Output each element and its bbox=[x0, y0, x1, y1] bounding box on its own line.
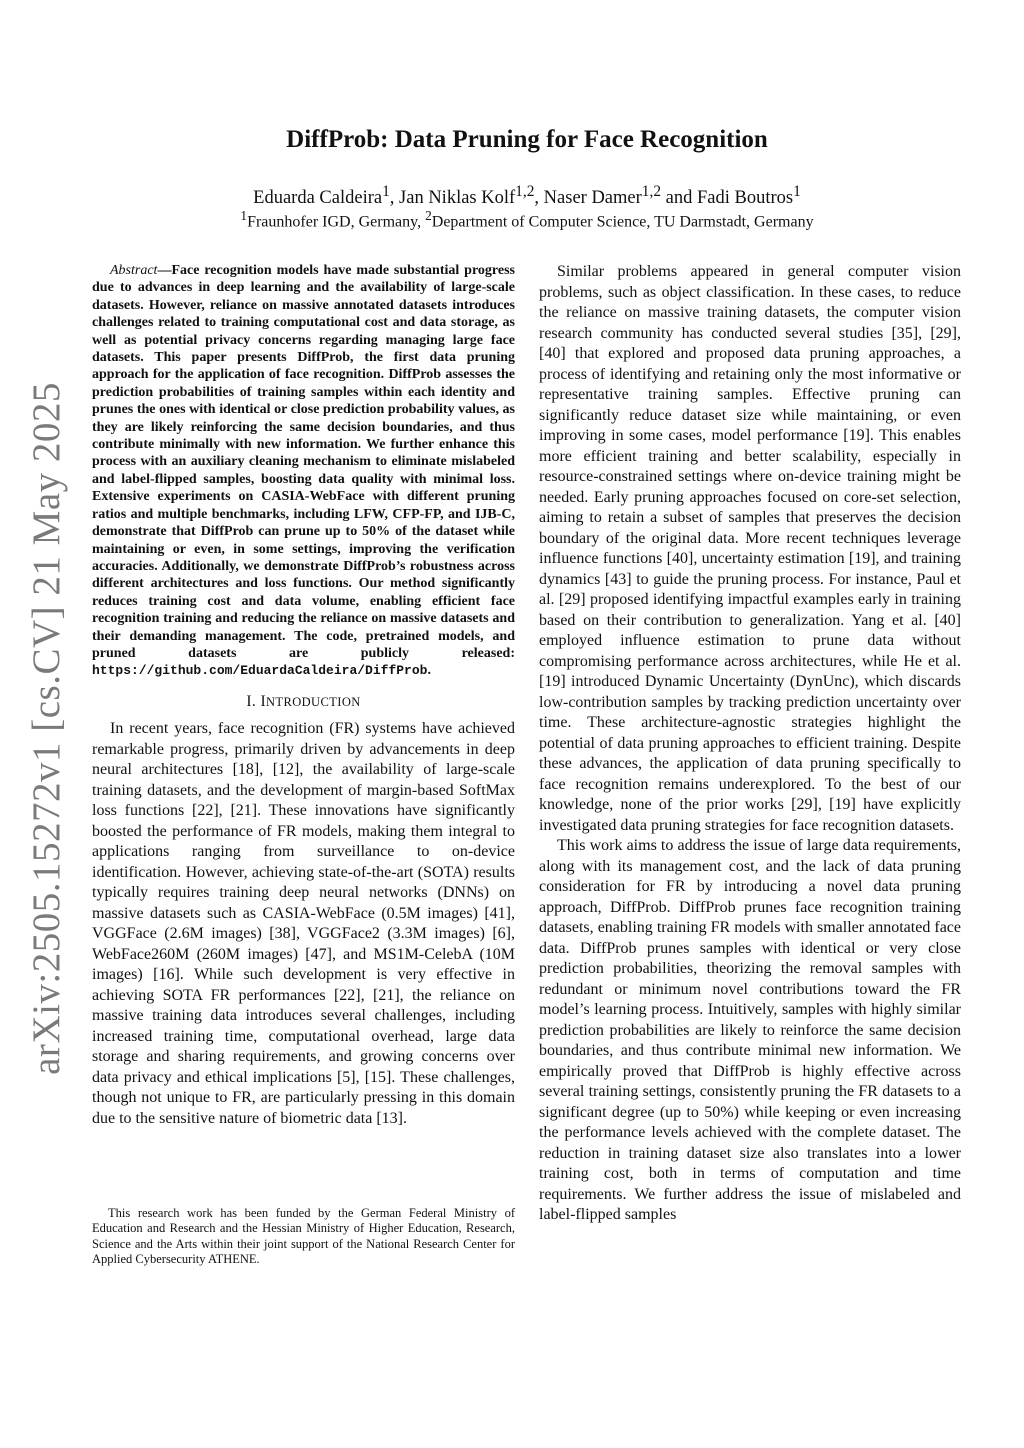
author-name: Eduarda Caldeira bbox=[253, 188, 383, 209]
affiliation-marker: 1 bbox=[793, 183, 801, 200]
affiliations bbox=[0, 208, 1024, 231]
author-list bbox=[0, 183, 1024, 209]
abstract-label: Abstract bbox=[110, 263, 158, 278]
section-title-initial: I bbox=[260, 692, 266, 710]
code-link[interactable]: https://github.com/EduardaCaldeira/DiffProb bbox=[92, 663, 428, 679]
abstract-end: . bbox=[427, 663, 431, 679]
affiliation-marker: 1,2 bbox=[641, 183, 662, 200]
arxiv-side-stamp bbox=[22, 381, 70, 1075]
affiliation-marker: 2 bbox=[425, 208, 432, 223]
affiliation-marker: 1 bbox=[382, 183, 390, 200]
body-paragraph: Similar problems appeared in general computer vision problems, such as object classification. In these cases, to reduce the reliance on massive training datasets, the computer vision research community has conducted several studies [35], [29], [40] that explored and proposed data pruning approaches, a process of identifying and retaining only the most informative or representative training samples. Effective pruning can significantly reduce dataset size while maintaining, or even improving in some cases, model performance [19]. This enables more efficient training and better scalability, especially in resource-constrained settings where on-device training might be needed. Early pruning approaches focused on core-set selection, aiming to retain a subset of samples that preserves the decision boundary of the original data. More recent techniques leverage influence functions [40], uncertainty estimation [19], and training dynamics [43] to guide the pruning process. For instance, Paul et al. [29] proposed identifying impactful examples early in training based on their contribution to generalization. Yang et al. [40] employed influence estimation to prune data without compromising performance across architectures, while He et al. [19] introduced Dynamic Uncertainty (DynUnc), which discards low-contribution samples by tracking prediction uncertainty over time. These architecture-agnostic strategies highlight the potential of data pruning approaches to efficient training. Despite these advances, the application of data pruning specifically to face recognition remains underexplored. To the best of our knowledge, none of the prior works [29], [19] have explicitly investigated data pruning strategies for face recognition datasets. bbox=[539, 263, 961, 834]
author-name: , Jan Niklas Kolf bbox=[389, 188, 516, 209]
abstract bbox=[92, 262, 515, 680]
body-paragraph: In recent years, face recognition (FR) systems have achieved remarkable progress, primarily driven by advancements in deep neural architectures [18], [12], the availability of large-scale training datasets, and the development of margin-based SoftMax loss functions [22], [21]. These innovations have significantly boosted the performance of FR models, making them integral to applications ranging from surveillance to on-device identification. However, achieving state-of-the-art (SOTA) results typically requires training deep neural networks (DNNs) on massive datasets such as CASIA-WebFace (0.5M images) [41], VGGFace (2.6M images) [38], VGGFace2 (3.3M images) [6], WebFace260M (260M images) [47], and MS1M-CelebA (10M images) [16]. While such development is very effective in achieving SOTA FR performances [22], [21], the reliance on massive training data introduces several challenges, including increased training time, computational overhead, large data storage and sharing requirements, and growing concerns over data privacy and ethical implications [5], [15]. These challenges, though not unique to FR, are particularly pressing in this domain due to the sensitive nature of biometric data [13]. bbox=[92, 720, 515, 1127]
affiliation-marker: 1,2 bbox=[515, 183, 535, 200]
paper-title: DiffProb: Data Pruning for Face Recognition bbox=[286, 126, 768, 153]
left-column bbox=[92, 262, 515, 1129]
funding-footnote: This research work has been funded by the German Federal Ministry of Education and Research and the Hessian Ministry of Higher Education, Research, Science and the Arts within their joint support of the National Research Center for Applied Cybersecurity ATHENE. bbox=[92, 1206, 515, 1267]
affiliation-text: Fraunhofer IGD, Germany, bbox=[247, 213, 426, 231]
author-name: and Fadi Boutros bbox=[661, 188, 794, 209]
section-heading-introduction bbox=[92, 692, 515, 713]
abstract-text: —Face recognition models have made substantial progress due to advances in deep learning and the availability of large-scale datasets. However, reliance on massive annotated datasets introduces challenges related to training computational cost and data storage, as well as potential privacy concerns regarding managing large face datasets. This paper presents DiffProb, the first data pruning approach for the application of face recognition. DiffProb assesses the prediction probabilities of training samples within each identity and prunes the ones with identical or close prediction probability values, as they are likely reinforcing the same decision boundaries, and thus contribute minimally with new information. We further enhance this process with an auxiliary cleaning mechanism to eliminate mislabeled and label-flipped samples, boosting data quality with minimal loss. Extensive experiments on CASIA-WebFace with different pruning ratios and multiple benchmarks, including LFW, CFP-FP, and IJB-C, demonstrate that DiffProb can prune up to 50% of the dataset while maintaining or even, in some settings, improving the verification accuracies. Additionally, we demonstrate DiffProb’s robustness across different architectures and loss functions. Our method significantly reduces training cost and data volume, enabling efficient face recognition training and reducing the reliance on massive datasets and their demanding management. The code, pretrained models, and pruned datasets are publicly released: bbox=[92, 263, 515, 661]
section-title-rest: NTRODUCTION bbox=[266, 694, 361, 709]
right-column bbox=[539, 262, 961, 1226]
affiliation-marker: 1 bbox=[240, 208, 248, 223]
affiliation-text: Department of Computer Science, TU Darmstadt, Germany bbox=[431, 213, 814, 231]
section-number: I. bbox=[246, 692, 261, 710]
arxiv-identifier: arXiv:2505.15272v1 [cs.CV] 21 May 2025 bbox=[24, 381, 68, 1075]
author-name: , Naser Damer bbox=[534, 188, 642, 209]
body-paragraph: This work aims to address the issue of large data requirements, along with its management cost, and the lack of data pruning consideration for FR by introducing a novel data pruning approach, DiffProb. DiffProb prunes face recognition training datasets, enabling training FR models with smaller annotated face data. DiffProb prunes samples with identical or very close prediction probabilities, theorizing the removal samples with redundant or minimum novel contributions toward the FR model’s learning process. Intuitively, samples with highly similar prediction probabilities are likely to reinforce the same decision boundaries, and thus contribute minimal new information. We empirically proved that DiffProb is highly effective across several training settings, consistently pruning the FR datasets to a significant degree (up to 50%) while keeping or even increasing the performance levels achieved with the complete dataset. The reduction in training dataset size also translates into a lower training cost, both in terms of computation and time requirements. We further address the issue of mislabeled and label-flipped samples bbox=[539, 837, 961, 1223]
